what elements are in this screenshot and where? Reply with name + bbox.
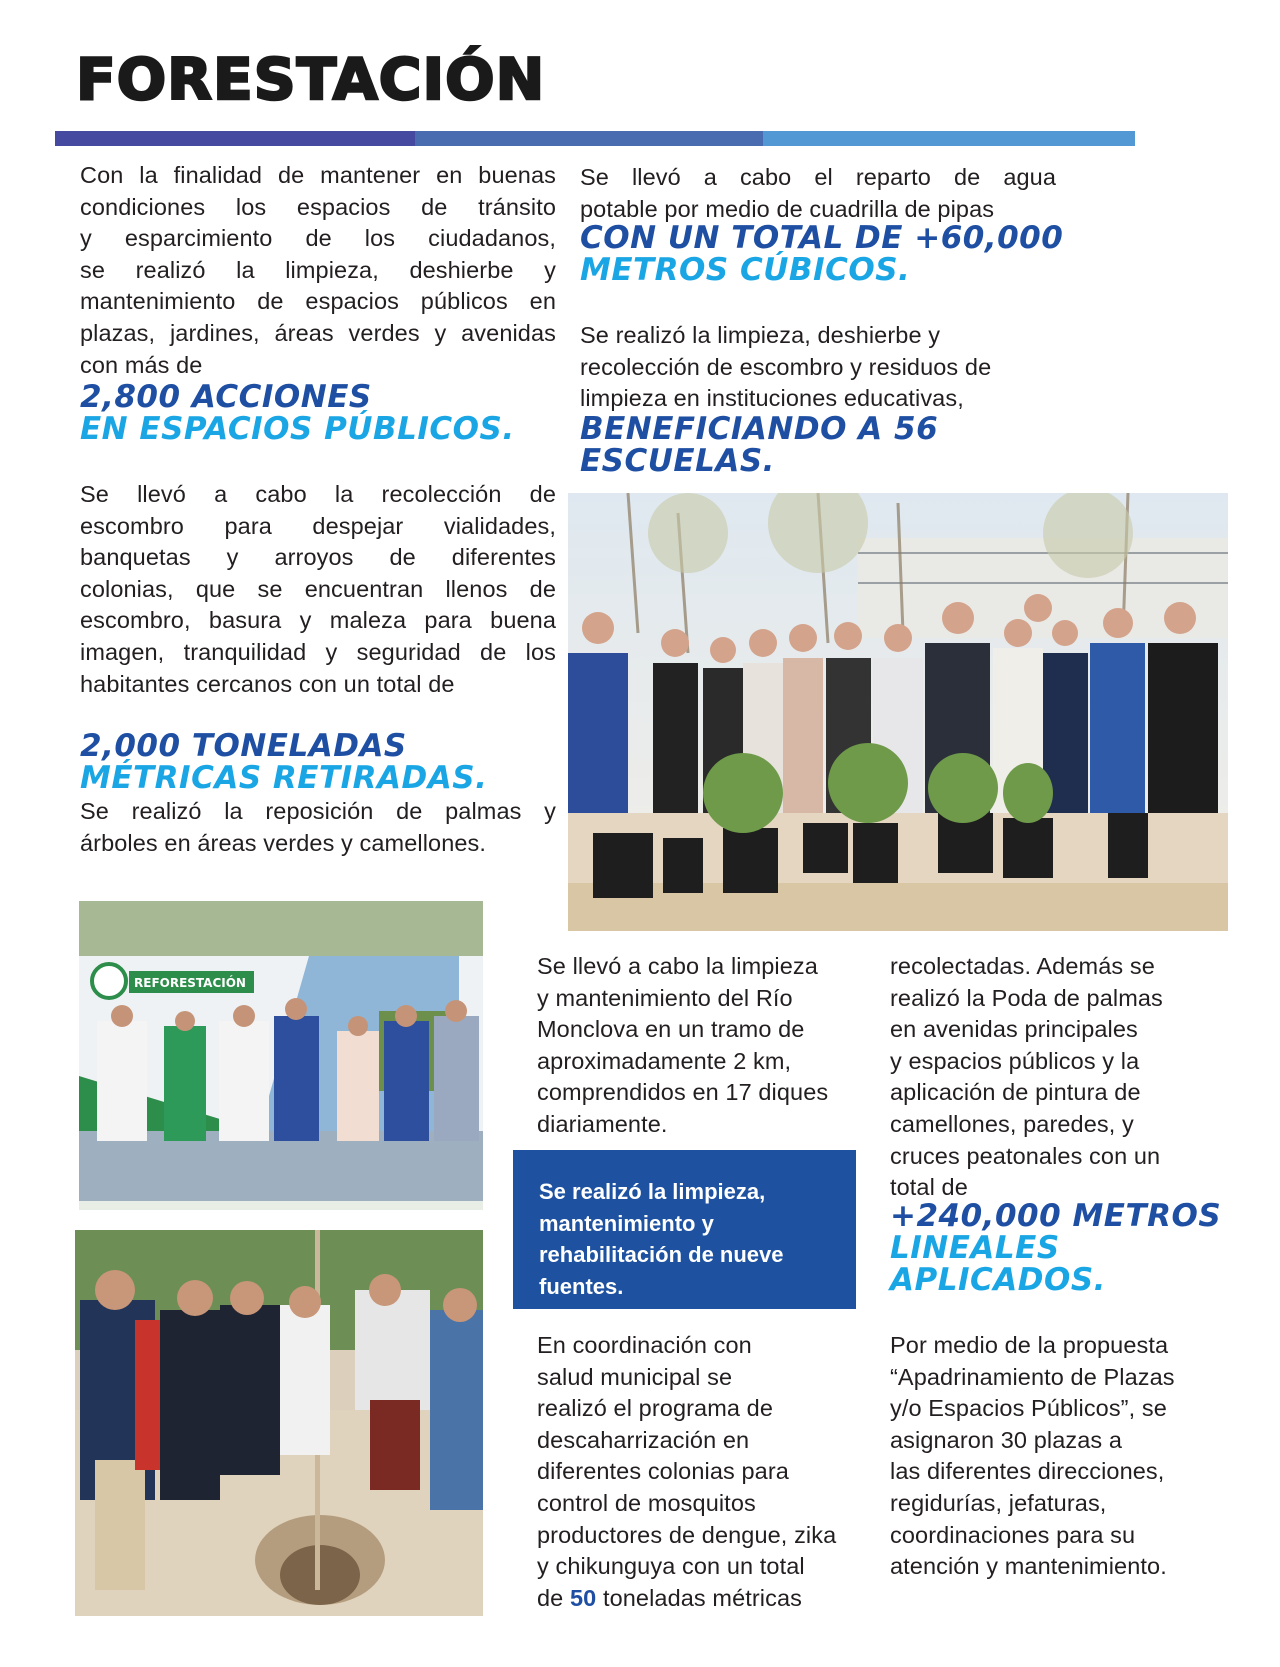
text-line: control de mosquitos: [537, 1489, 756, 1516]
text-line: se realizó la limpieza, deshierbe y: [80, 256, 556, 283]
highlight-light-text: EN ESPACIOS PÚBLICOS.: [80, 411, 515, 447]
text-line: camellones, paredes, y: [890, 1110, 1134, 1137]
highlight-dark-text: +240,000 METROS: [890, 1198, 1222, 1234]
text-line: recolección de escombro y residuos de: [580, 353, 992, 380]
text-line: realizó la Poda de palmas: [890, 984, 1163, 1011]
highlight-dark-text: ESCUELAS.: [580, 443, 775, 479]
title-underline-bar: [55, 131, 1135, 146]
text-line: habitantes cercanos con un total de: [80, 670, 455, 697]
left-paragraph-3: [80, 796, 556, 859]
text-line: productores de dengue, zika: [537, 1521, 837, 1548]
callout-line: mantenimiento y: [539, 1210, 714, 1236]
text-line: atención y mantenimiento.: [890, 1553, 1167, 1580]
text-line: cruces peatonales con un: [890, 1142, 1161, 1169]
text-line: Se llevó a cabo la limpieza: [537, 953, 818, 979]
text-line: comprendidos en 17 diques: [537, 1079, 829, 1106]
text-line: Se llevó a cabo la recolección de: [80, 481, 556, 507]
highlight-dark-text: CON UN TOTAL DE +60,000: [580, 220, 1064, 256]
text-line: banquetas y arroyos de diferentes: [80, 544, 556, 571]
left-paragraph-1: [80, 160, 556, 381]
text-line: condiciones los espacios de tránsito: [80, 193, 556, 220]
text-line: y chikunguya con un total: [537, 1553, 805, 1580]
highlight-2000-toneladas: [80, 730, 487, 794]
text-line: limpieza en instituciones educativas,: [580, 385, 964, 412]
text-prefix: de: [537, 1584, 570, 1611]
highlight-dark-text: 2,000 TONELADAS: [80, 728, 407, 764]
middle-paragraph-1: [537, 951, 867, 1141]
highlight-light-text: APLICADOS.: [890, 1262, 1106, 1298]
text-line: realizó el programa de: [537, 1395, 774, 1422]
right-paragraph-2: [580, 320, 1056, 415]
text-line: y mantenimiento del Río: [537, 984, 793, 1011]
text-suffix: toneladas métricas: [596, 1584, 802, 1611]
text-line: coordinaciones para su: [890, 1521, 1136, 1548]
text-line: Se realizó la reposición de palmas y: [80, 798, 556, 824]
callout-line: fuentes.: [539, 1273, 624, 1299]
text-line: con más de: [80, 351, 203, 378]
tree-planting-photo-illustration: [75, 1230, 483, 1616]
text-line: Se realizó la limpieza, deshierbe y: [580, 322, 941, 348]
left-paragraph-2: [80, 479, 556, 700]
text-line: y esparcimiento de los ciudadanos,: [80, 225, 556, 252]
photo-group-planting: [568, 493, 1228, 931]
text-line: salud municipal se: [537, 1363, 733, 1390]
text-line: regidurías, jefaturas,: [890, 1489, 1107, 1516]
fountains-callout-box: [513, 1150, 856, 1309]
group-photo-illustration: [568, 493, 1228, 931]
text-line: Con la finalidad de mantener en buenas: [80, 162, 556, 188]
text-line: mantenimiento de espacios públicos en: [80, 288, 556, 315]
highlight-number: 50: [569, 1584, 597, 1611]
page-title: FORESTACIÓN: [76, 47, 546, 113]
right-paragraph-1: [580, 162, 1056, 225]
text-line: las diferentes direcciones,: [890, 1458, 1165, 1485]
text-line: en avenidas principales: [890, 1016, 1138, 1043]
text-line: escombro para despejar vialidades,: [80, 512, 556, 539]
highlight-dark-text: 2,800 ACCIONES: [80, 379, 372, 415]
text-line: Monclova en un tramo de: [537, 1016, 805, 1043]
text-line: y espacios públicos y la: [890, 1047, 1140, 1074]
text-line: potable por medio de cuadrilla de pipas: [580, 195, 995, 222]
photo-tree-planting: [75, 1230, 483, 1616]
text-line: aproximadamente 2 km,: [537, 1047, 792, 1074]
text-line: Por medio de la propuesta: [890, 1332, 1169, 1358]
text-line: “Apadrinamiento de Plazas: [890, 1363, 1175, 1390]
highlight-240000-metros: [890, 1200, 1221, 1296]
photo-reforestation-event: [79, 901, 483, 1210]
highlight-light-text: MÉTRICAS RETIRADAS.: [80, 760, 488, 796]
highlight-dark-text: BENEFICIANDO A 56: [580, 411, 939, 447]
text-line: En coordinación con: [537, 1332, 752, 1358]
text-line: Se llevó a cabo el reparto de agua: [580, 164, 1056, 190]
text-line: total de: [890, 1174, 968, 1201]
text-line: aplicación de pintura de: [890, 1079, 1141, 1106]
middle-paragraph-2: [537, 1330, 877, 1614]
far-right-paragraph-1: [890, 951, 1230, 1204]
text-line: plazas, jardines, áreas verdes y avenidas: [80, 319, 556, 346]
highlight-light-text: LINEALES: [890, 1230, 1060, 1266]
callout-line: rehabilitación de nueve: [539, 1242, 784, 1267]
text-line: árboles en áreas verdes y camellones.: [80, 829, 487, 856]
far-right-paragraph-2: [890, 1330, 1230, 1583]
text-line: descaharrización en: [537, 1426, 750, 1453]
reforestation-photo-illustration: [79, 901, 483, 1210]
banner-text: REFORESTACIÓN: [134, 976, 246, 990]
text-line: diferentes colonias para: [537, 1458, 789, 1485]
highlight-light-text: METROS CÚBICOS.: [580, 252, 911, 288]
text-line: imagen, tranquilidad y seguridad de los: [80, 638, 556, 665]
bar-segment-mid: [415, 131, 763, 146]
callout-line: Se realizó la limpieza,: [539, 1179, 766, 1204]
highlight-2800-acciones: [80, 381, 515, 445]
text-line: escombro, basura y maleza para buena: [80, 607, 556, 634]
text-line: asignaron 30 plazas a: [890, 1426, 1123, 1453]
highlight-56-escuelas: [580, 413, 938, 477]
text-line: colonias, que se encuentran llenos de: [80, 575, 556, 602]
text-line: y/o Espacios Públicos”, se: [890, 1395, 1167, 1422]
text-line-with-number: [537, 1583, 877, 1615]
bar-segment-dark: [55, 131, 415, 146]
bar-segment-light: [763, 131, 1135, 146]
highlight-60000-metros: [580, 222, 1063, 286]
text-line: recolectadas. Además se: [890, 953, 1155, 979]
text-line: diariamente.: [537, 1110, 668, 1137]
